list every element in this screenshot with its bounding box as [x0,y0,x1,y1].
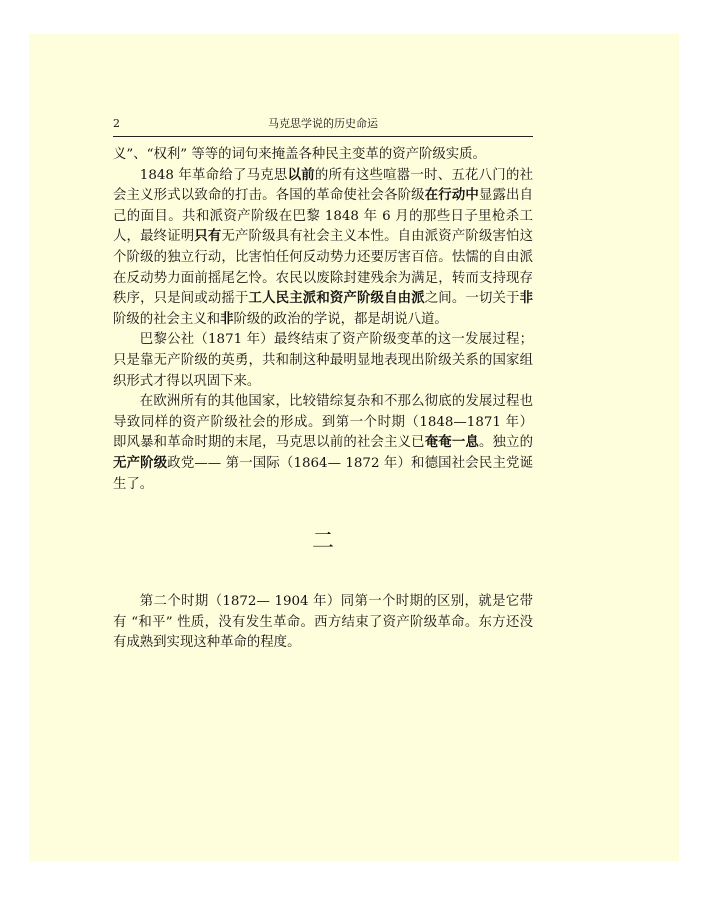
paragraph-3: 巴黎公社（1871 年）最终结束了资产阶级变革的这一发展过程；只是靠无产阶级的英勇，共和制这种最明显地表现出阶级关系的国家组织形式才得以巩固下来。 [113,332,533,389]
running-header [113,116,533,137]
emphasis: 工人民主派和资产阶级自由派 [248,291,425,307]
text-span: 阶级的社会主义和 [113,311,221,327]
emphasis: 非 [519,291,534,307]
text-span: 的所有这些喧嚣一时、五花八门的社会主义形式以致命的打击。各国的革命使社会各阶级 [113,167,533,204]
emphasis: 在行动中 [424,188,479,204]
text-span: 政党—— 第一国际（1864— 1872 年）和德国社会民主党诞生了。 [113,455,533,492]
text-span: 在欧洲所有的其他国家，比较错综复杂和不那么彻底的发展过程也导致同样的资产阶级社会的形成。到第一个时期（1848—1871 年）即风暴和革命时期的末尾，马克思以前的社会主义已 [113,394,533,451]
emphasis: 非 [220,311,234,327]
emphasis: 奄奄一息 [424,435,479,451]
body-text [113,145,533,654]
text-span: 1848 年革命给了马克思 [139,167,288,183]
text-span: 显露出自己的面目。共和派资产阶级在巴黎 1848 年 6 月的那些日子里枪杀工人，最终证明 [113,188,534,245]
text-span: 无产阶级具有社会主义本性。自由派资产阶级害怕这个阶级的独立行动，比害怕任何反动势力还要厉害百倍。怯懦的自由派在反动势力面前摇尾乞怜。农民以废除封建残余为满足，转而支持现存秩序，只是间或动摇于 [113,229,534,307]
paragraph-5: 第二个时期（1872— 1904 年）同第一个时期的区别，就是它带有 “和平” 性质，没有发生革命。西方结束了资产阶级革命。东方还没有成熟到实现这种革命的程度。 [113,594,533,651]
section-heading: 二 [311,529,334,555]
running-title: 马克思学说的历史命运 [268,117,378,130]
paragraph-4 [113,392,533,495]
text-span: 阶级的政治的学说，都是胡说八道。 [233,311,448,327]
paragraph-2 [113,166,533,331]
emphasis: 只有 [194,229,222,245]
text-span: 。独立的 [478,435,534,451]
page-number: 2 [113,117,120,130]
paragraph-1: 义”、“权利” 等等的词句来掩盖各种民主变革的资产阶级实质。 [113,147,486,162]
emphasis: 以前 [287,167,315,183]
text-span: 之间。一切关于 [424,291,520,307]
emphasis: 无产阶级 [113,455,168,471]
